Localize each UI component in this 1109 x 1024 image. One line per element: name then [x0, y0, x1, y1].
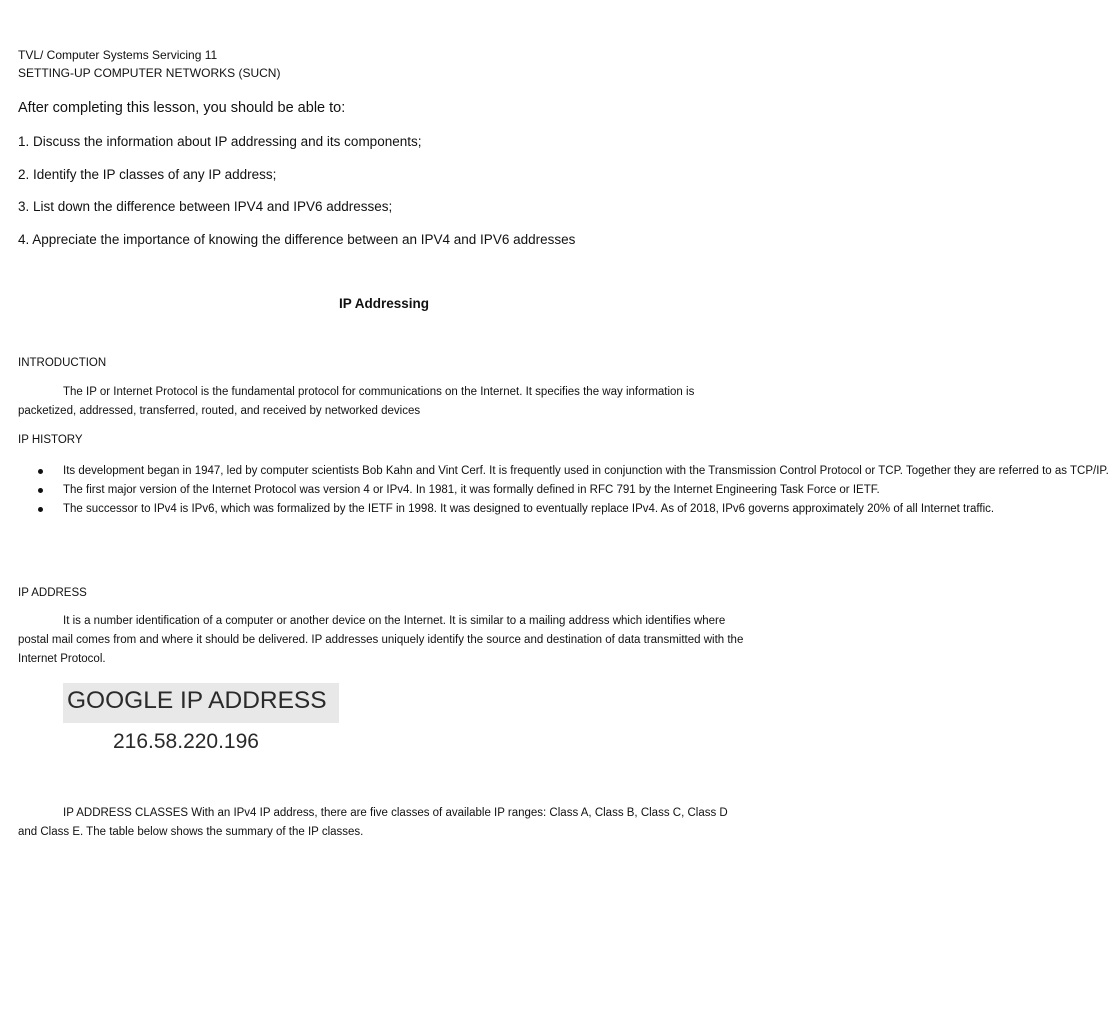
ip-history-heading: IP HISTORY [18, 434, 83, 446]
list-item [0, 500, 995, 519]
google-ip-value: 216.58.220.196 [113, 730, 259, 753]
bullet-icon [38, 488, 43, 493]
google-ip-image [63, 683, 339, 723]
list-item [0, 462, 1109, 481]
list-item-text: Its development began in 1947, led by computer scientists Bob Kahn and Vint Cerf. It is frequently used in conjunction with the Transmission Control Protocol or TCP. Together they are referred to as TCP/IP. [63, 465, 1109, 477]
ip-history-list [0, 462, 1109, 519]
google-ip-label: GOOGLE IP ADDRESS [67, 687, 327, 714]
ip-address-paragraph: It is a number identification of a computer or another device on the Internet. It is similar to a mailing address which identifies where postal mail comes from and where it should be delivered. IP addresses uniquely identify the source and destination of data transmitted with the Internet Protocol. [18, 615, 744, 665]
introduction-heading: INTRODUCTION [18, 357, 107, 369]
list-item-text: The successor to IPv4 is IPv6, which was formalized by the IETF in 1998. It was designed to eventually replace IPv4. As of 2018, IPv6 governs approximately 20% of all Internet traffic. [63, 503, 995, 515]
module-title: SETTING-UP COMPUTER NETWORKS (SUCN) [18, 66, 281, 80]
objective-item: 4. Appreciate the importance of knowing the difference between an IPV4 and IPV6 addresses [18, 232, 576, 247]
ip-classes-paragraph: IP ADDRESS CLASSES With an IPv4 IP address, there are five classes of available IP ranges: Class A, Class B, Class C, Class D and Class E. The table below shows the summary of the IP classes. [18, 807, 728, 838]
list-item [0, 481, 880, 500]
bullet-icon [38, 507, 43, 512]
objective-item: 2. Identify the IP classes of any IP address; [18, 167, 277, 182]
bullet-icon [38, 469, 43, 474]
objective-item: 1. Discuss the information about IP addressing and its components; [18, 134, 422, 149]
section-title: IP Addressing [338, 296, 430, 311]
list-item-text: The first major version of the Internet Protocol was version 4 or IPv4. In 1981, it was formally defined in RFC 791 by the Internet Engineering Task Force or IETF. [63, 484, 880, 496]
ip-address-heading: IP ADDRESS [18, 587, 87, 599]
course-title: TVL/ Computer Systems Servicing 11 [18, 48, 218, 62]
objective-item: 3. List down the difference between IPV4 and IPV6 addresses; [18, 199, 393, 214]
objectives-intro: After completing this lesson, you should be able to: [18, 100, 346, 116]
introduction-paragraph: The IP or Internet Protocol is the fundamental protocol for communications on the Internet. It specifies the way information is packetized, addressed, transferred, routed, and received by networked devices [18, 386, 695, 417]
